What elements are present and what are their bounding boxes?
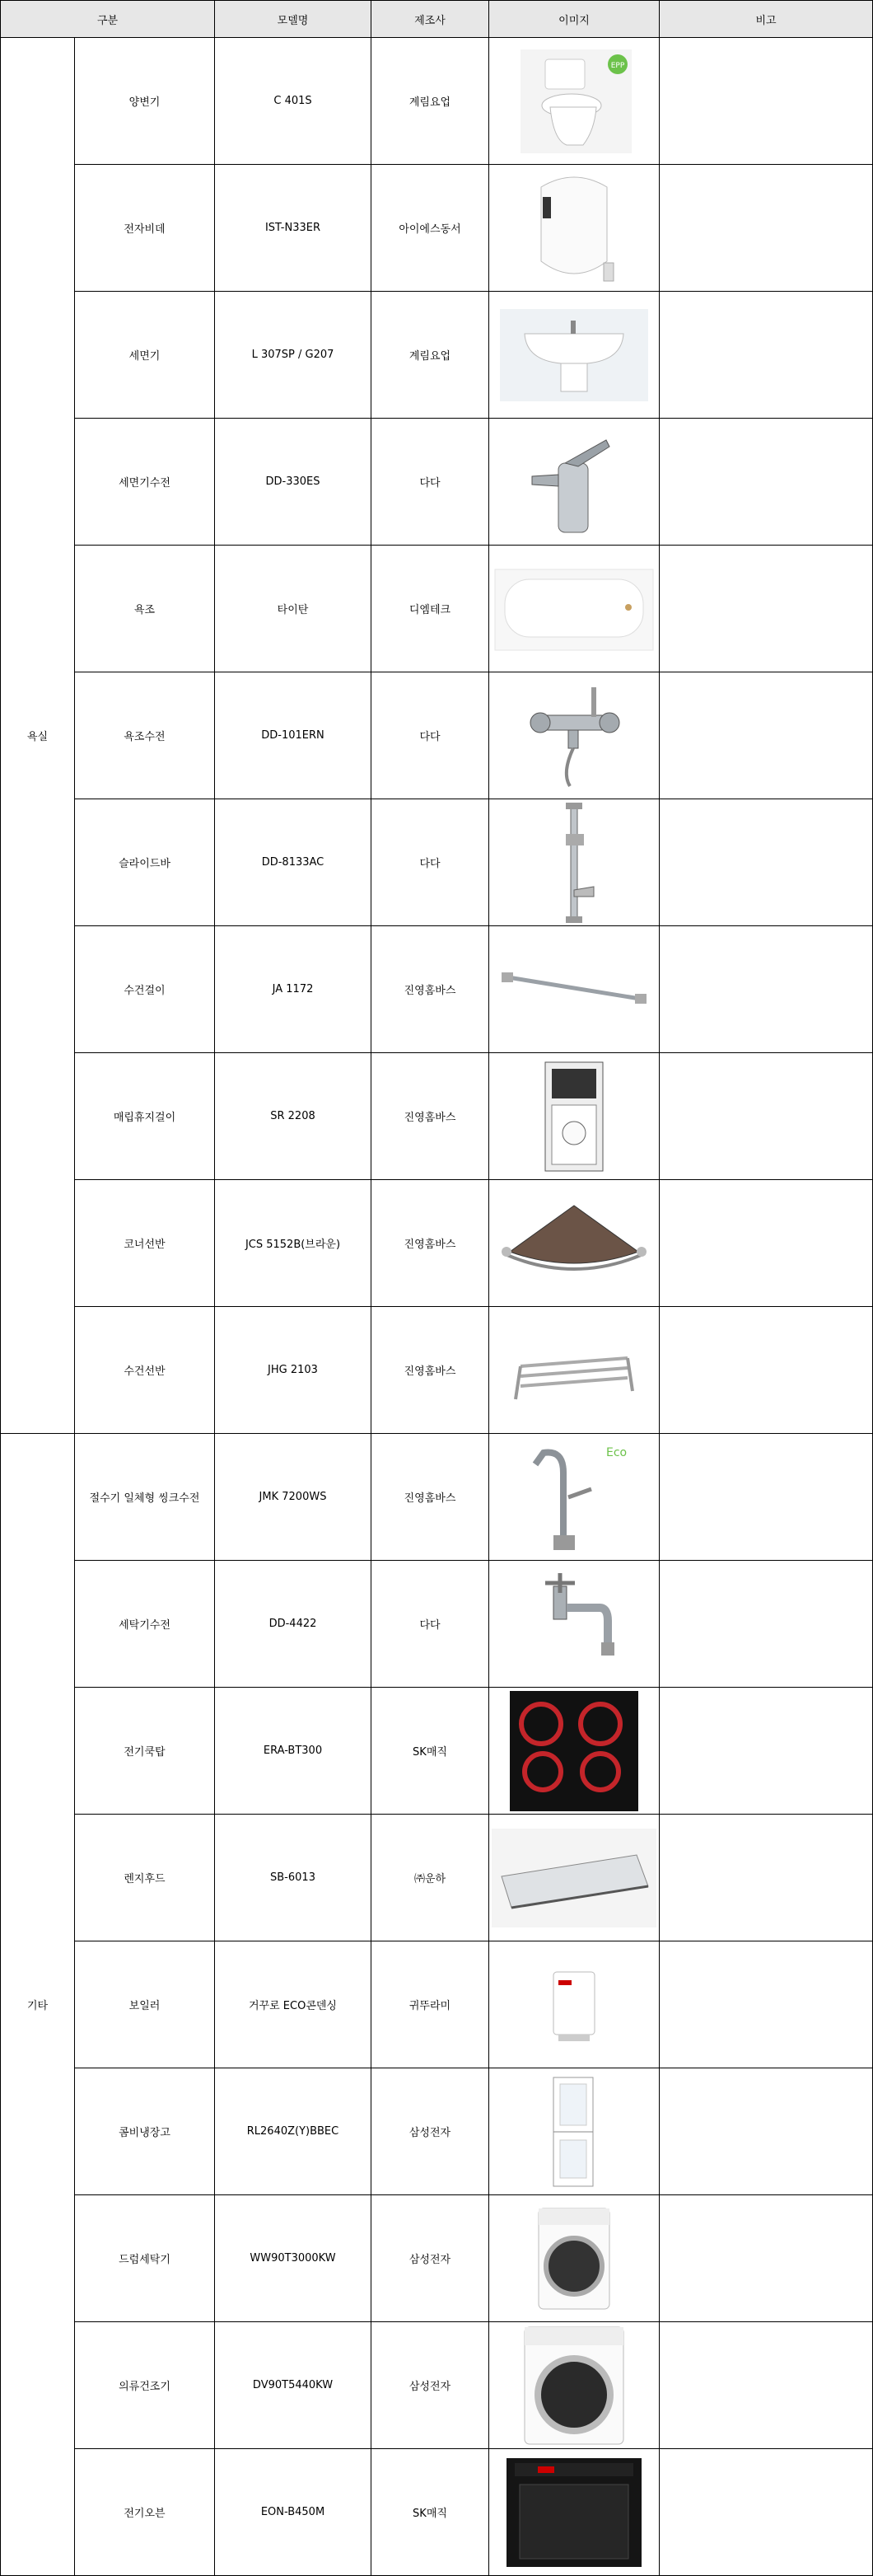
header-category: 구분 xyxy=(1,1,215,38)
note-cell xyxy=(660,1307,873,1434)
maker-cell: ㈜운하 xyxy=(371,1815,489,1941)
maker-cell: 삼성전자 xyxy=(371,2068,489,2195)
item-name-cell: 욕조 xyxy=(75,546,215,672)
fridge-icon xyxy=(489,2074,659,2190)
item-name-cell: 보일러 xyxy=(75,1941,215,2068)
table-row xyxy=(1,419,873,546)
towel-shelf-icon xyxy=(489,1333,659,1407)
table-row xyxy=(1,2068,873,2195)
maker-cell: 아이에스동서 xyxy=(371,165,489,292)
model-cell: DD-101ERN xyxy=(215,672,371,799)
note-cell xyxy=(660,2322,873,2449)
table-row xyxy=(1,1815,873,1941)
table-row xyxy=(1,672,873,799)
image-cell xyxy=(489,165,660,292)
towel-bar-icon xyxy=(489,961,659,1019)
image-cell xyxy=(489,1815,660,1941)
maker-cell: SK매직 xyxy=(371,1688,489,1815)
sink-faucet-icon xyxy=(489,1440,659,1555)
maker-cell: 진영홈바스 xyxy=(371,926,489,1053)
table-row xyxy=(1,1941,873,2068)
model-cell: DD-4422 xyxy=(215,1561,371,1688)
image-cell xyxy=(489,1688,660,1815)
table-row xyxy=(1,1688,873,1815)
note-cell xyxy=(660,1815,873,1941)
maker-cell: 진영홈바스 xyxy=(371,1434,489,1561)
note-cell xyxy=(660,1053,873,1180)
item-name-cell: 욕조수전 xyxy=(75,672,215,799)
svg-text:Eco: Eco xyxy=(606,1445,628,1459)
table-row xyxy=(1,1434,873,1561)
note-cell xyxy=(660,1688,873,1815)
model-cell: SR 2208 xyxy=(215,1053,371,1180)
table-row xyxy=(1,1561,873,1688)
maker-cell: 다다 xyxy=(371,1561,489,1688)
image-cell xyxy=(489,2449,660,2576)
item-name-cell: 드럼세탁기 xyxy=(75,2195,215,2322)
image-cell xyxy=(489,419,660,546)
note-cell xyxy=(660,1561,873,1688)
table-row xyxy=(1,1180,873,1307)
image-cell xyxy=(489,292,660,419)
image-cell xyxy=(489,1561,660,1688)
note-cell xyxy=(660,165,873,292)
dryer-icon xyxy=(489,2325,659,2446)
item-name-cell: 세탁기수전 xyxy=(75,1561,215,1688)
image-cell xyxy=(489,2195,660,2322)
model-cell: JA 1172 xyxy=(215,926,371,1053)
model-cell: ERA-BT300 xyxy=(215,1688,371,1815)
model-cell: JHG 2103 xyxy=(215,1307,371,1434)
maker-cell: 다다 xyxy=(371,419,489,546)
note-cell xyxy=(660,1941,873,2068)
note-cell xyxy=(660,799,873,926)
table-row xyxy=(1,165,873,292)
maker-cell: 진영홈바스 xyxy=(371,1053,489,1180)
oven-icon xyxy=(489,2457,659,2569)
item-name-cell: 전자비데 xyxy=(75,165,215,292)
model-cell: DV90T5440KW xyxy=(215,2322,371,2449)
table-row xyxy=(1,2322,873,2449)
header-model: 모델명 xyxy=(215,1,371,38)
table-row xyxy=(1,38,873,165)
note-cell xyxy=(660,672,873,799)
maker-cell: 디엠테크 xyxy=(371,546,489,672)
maker-cell: 진영홈바스 xyxy=(371,1307,489,1434)
note-cell xyxy=(660,2068,873,2195)
note-cell xyxy=(660,419,873,546)
maker-cell: 삼성전자 xyxy=(371,2322,489,2449)
note-cell xyxy=(660,38,873,165)
image-cell xyxy=(489,1434,660,1561)
table-row xyxy=(1,1307,873,1434)
maker-cell: SK매직 xyxy=(371,2449,489,2576)
item-name-cell: 절수기 일체형 씽크수전 xyxy=(75,1434,215,1561)
item-name-cell: 양변기 xyxy=(75,38,215,165)
model-cell: IST-N33ER xyxy=(215,165,371,292)
image-cell xyxy=(489,926,660,1053)
image-cell xyxy=(489,2068,660,2195)
maker-cell: 다다 xyxy=(371,799,489,926)
model-cell: RL2640Z(Y)BBEC xyxy=(215,2068,371,2195)
cooktop-icon xyxy=(489,1691,659,1811)
item-name-cell: 세면기수전 xyxy=(75,419,215,546)
item-name-cell: 슬라이드바 xyxy=(75,799,215,926)
image-cell xyxy=(489,38,660,165)
toilet-icon xyxy=(489,48,659,155)
maker-cell: 진영홈바스 xyxy=(371,1180,489,1307)
item-name-cell: 수건선반 xyxy=(75,1307,215,1434)
table-row xyxy=(1,546,873,672)
image-cell xyxy=(489,799,660,926)
image-cell xyxy=(489,1307,660,1434)
model-cell: C 401S xyxy=(215,38,371,165)
maker-cell: 계림요업 xyxy=(371,38,489,165)
note-cell xyxy=(660,1434,873,1561)
model-cell: SB-6013 xyxy=(215,1815,371,1941)
item-name-cell: 전기쿡탑 xyxy=(75,1688,215,1815)
image-cell xyxy=(489,2322,660,2449)
washbasin-icon xyxy=(489,309,659,401)
maker-cell: 계림요업 xyxy=(371,292,489,419)
item-name-cell: 렌지후드 xyxy=(75,1815,215,1941)
item-name-cell: 코너선반 xyxy=(75,1180,215,1307)
boiler-icon xyxy=(489,1964,659,2046)
item-name-cell: 매립휴지걸이 xyxy=(75,1053,215,1180)
slide-bar-icon xyxy=(489,801,659,925)
note-cell xyxy=(660,926,873,1053)
model-cell: EON-B450M xyxy=(215,2449,371,2576)
image-cell xyxy=(489,672,660,799)
header-maker: 제조사 xyxy=(371,1,489,38)
table-row xyxy=(1,799,873,926)
model-cell: DD-8133AC xyxy=(215,799,371,926)
category-cell: 욕실 xyxy=(1,38,75,1434)
image-cell xyxy=(489,1053,660,1180)
model-cell: DD-330ES xyxy=(215,419,371,546)
note-cell xyxy=(660,546,873,672)
washer-faucet-icon xyxy=(489,1567,659,1682)
maker-cell: 귀뚜라미 xyxy=(371,1941,489,2068)
bath-faucet-icon xyxy=(489,682,659,789)
maker-cell: 삼성전자 xyxy=(371,2195,489,2322)
model-cell: 거꾸로 ECO콘덴싱 xyxy=(215,1941,371,2068)
paper-holder-icon xyxy=(489,1059,659,1174)
image-cell xyxy=(489,1180,660,1307)
washer-icon xyxy=(489,2205,659,2312)
table-row xyxy=(1,2195,873,2322)
basin-faucet-icon xyxy=(489,429,659,536)
maker-cell: 다다 xyxy=(371,672,489,799)
item-name-cell: 콤비냉장고 xyxy=(75,2068,215,2195)
model-cell: WW90T3000KW xyxy=(215,2195,371,2322)
model-cell: L 307SP / G207 xyxy=(215,292,371,419)
image-cell xyxy=(489,546,660,672)
item-name-cell: 세면기 xyxy=(75,292,215,419)
model-cell: JMK 7200WS xyxy=(215,1434,371,1561)
note-cell xyxy=(660,2449,873,2576)
table-row xyxy=(1,1053,873,1180)
note-cell xyxy=(660,1180,873,1307)
item-name-cell: 전기오븐 xyxy=(75,2449,215,2576)
header-image: 이미지 xyxy=(489,1,660,38)
model-cell: JCS 5152B(브라운) xyxy=(215,1180,371,1307)
model-cell: 타이탄 xyxy=(215,546,371,672)
item-name-cell: 수건걸이 xyxy=(75,926,215,1053)
bidet-icon xyxy=(489,171,659,286)
table-row xyxy=(1,2449,873,2576)
range-hood-icon xyxy=(489,1829,659,1927)
category-cell: 기타 xyxy=(1,1434,75,2576)
image-cell xyxy=(489,1941,660,2068)
header-note: 비고 xyxy=(660,1,873,38)
bathtub-icon xyxy=(489,564,659,653)
note-cell xyxy=(660,292,873,419)
table-header-row xyxy=(1,1,873,38)
table-row xyxy=(1,926,873,1053)
table-row xyxy=(1,292,873,419)
svg-text:EPP: EPP xyxy=(610,61,625,70)
corner-shelf-icon xyxy=(489,1202,659,1285)
note-cell xyxy=(660,2195,873,2322)
item-name-cell: 의류건조기 xyxy=(75,2322,215,2449)
